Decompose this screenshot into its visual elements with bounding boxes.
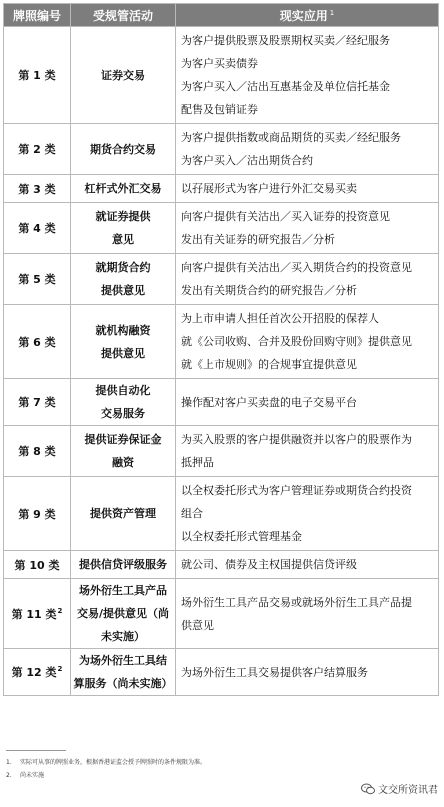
- footnote-ref: 2: [57, 665, 63, 674]
- application-text: 场外衍生工具产品交易或就场外衍生工具产品提: [181, 595, 412, 609]
- application-text: 配售及包销证券: [181, 103, 258, 116]
- activity-cell: [71, 203, 176, 254]
- application-cell: [176, 175, 439, 203]
- header-application: 现实应用 $^1$: [176, 4, 439, 27]
- license-number: 第 6 类: [18, 335, 56, 349]
- license-number-cell: [4, 426, 71, 477]
- license-number-cell: [4, 124, 71, 175]
- application-text: 为客户买入／沽出期货合约: [181, 154, 313, 167]
- activity-cell: [71, 254, 176, 305]
- activity-text: 算服务（尚未实施）: [73, 677, 173, 690]
- application-text: 就公司、债券及主权国提供信贷评级: [181, 558, 357, 571]
- application-cell: [176, 379, 439, 426]
- license-number-cell: [4, 649, 71, 696]
- footnote-ref: 1: [329, 8, 335, 17]
- license-number-cell: [4, 305, 71, 379]
- activity-text: 就证券提供: [95, 210, 151, 223]
- activity-text: 证券交易: [101, 68, 145, 82]
- application-text: 为客户提供股票及股票期权买卖／经纪服务: [181, 34, 390, 47]
- license-number-cell: [4, 27, 71, 124]
- activity-text: 提供自动化: [95, 384, 151, 397]
- application-cell: [176, 254, 439, 305]
- table-row: [4, 254, 439, 305]
- application-text: 以孖展形式为客户进行外汇交易买卖: [181, 182, 357, 195]
- activity-text: 杠杆式外汇交易: [84, 182, 162, 195]
- activity-text: 提供意见: [101, 284, 145, 297]
- activity-cell: [71, 175, 176, 203]
- application-cell: [176, 426, 439, 477]
- license-table: [3, 3, 439, 696]
- application-cell: [176, 305, 439, 379]
- license-number-cell: [4, 203, 71, 254]
- activity-text: 就期货合约: [95, 261, 151, 274]
- license-number: 第 1 类: [18, 69, 56, 82]
- table-row: [4, 379, 439, 426]
- table-row: [4, 27, 439, 124]
- activity-cell: [71, 379, 176, 426]
- activity-cell: [71, 27, 176, 124]
- table-header-row: [4, 4, 439, 27]
- activity-text: 意见: [112, 233, 134, 246]
- application-cell: [176, 649, 439, 696]
- footnote-ref: 2: [57, 606, 63, 615]
- activity-cell: [71, 305, 176, 379]
- activity-cell: [71, 551, 176, 579]
- license-number: 第 10 类: [14, 558, 60, 572]
- table-row: [4, 477, 439, 551]
- application-text: 供意见: [181, 618, 214, 632]
- license-number: 第 11 类: [11, 607, 57, 621]
- watermark-text: 文交所资讯君: [378, 785, 438, 796]
- activity-cell: [71, 579, 176, 649]
- table-row: [4, 579, 439, 649]
- footnote-divider: [6, 750, 66, 751]
- license-number-cell: [4, 379, 71, 426]
- activity-text: 提供意见: [101, 346, 145, 360]
- wechat-icon: [361, 783, 375, 795]
- table-row: [4, 203, 439, 254]
- activity-cell: [71, 477, 176, 551]
- application-text: 为客户买卖债券: [181, 57, 258, 70]
- application-text: 就《上市规则》的合规事宜提供意见: [181, 358, 357, 371]
- activity-text: 提供资产管理: [90, 507, 156, 520]
- activity-text: 交易服务: [101, 407, 145, 420]
- application-text: 以全权委托形式管理基金: [181, 530, 302, 543]
- license-number: 第 3 类: [18, 182, 56, 196]
- activity-cell: [71, 426, 176, 477]
- license-number: 第 5 类: [18, 273, 56, 286]
- activity-text: 提供信贷评级服务: [79, 558, 167, 571]
- license-number: 第 8 类: [18, 445, 56, 458]
- application-text: 操作配对客户买卖盘的电子交易平台: [181, 395, 357, 409]
- activity-cell: [71, 649, 176, 696]
- application-cell: [176, 27, 439, 124]
- license-number: 第 12 类: [11, 666, 57, 679]
- application-cell: [176, 124, 439, 175]
- activity-cell: [71, 124, 176, 175]
- application-text: 向客户提供有关沽出／买入期货合约的投资意见: [181, 261, 412, 274]
- table-row: [4, 305, 439, 379]
- activity-text: 融资: [112, 456, 134, 469]
- application-text: 为上市申请人担任首次公开招股的保荐人: [181, 312, 379, 325]
- application-text: 组合: [181, 507, 203, 520]
- footnote-2: 2. 尚未实施: [6, 772, 45, 779]
- application-text: 为场外衍生工具交易提供客户结算服务: [181, 665, 368, 679]
- license-number-cell: [4, 175, 71, 203]
- application-cell: [176, 477, 439, 551]
- watermark: [361, 781, 438, 796]
- application-text: 向客户提供有关沽出／买入证券的投资意见: [181, 210, 390, 223]
- activity-text: 交易/提供意见（尚: [76, 607, 170, 620]
- application-cell: [176, 203, 439, 254]
- license-number-cell: [4, 477, 71, 551]
- license-number: 第 4 类: [18, 222, 56, 235]
- header-regulated-activity: 受规管活动: [71, 4, 176, 27]
- license-number-cell: [4, 254, 71, 305]
- license-number-cell: [4, 579, 71, 649]
- license-number-cell: [4, 551, 71, 579]
- activity-text: 未实施）: [101, 630, 145, 643]
- application-text: 为客户买入／沽出互惠基金及单位信托基金: [181, 80, 390, 93]
- application-text: 发出有关证券的研究报告／分析: [181, 233, 335, 246]
- activity-text: 场外衍生工具产品: [79, 584, 167, 597]
- license-number: 第 9 类: [18, 507, 56, 521]
- license-number: 第 7 类: [18, 396, 56, 409]
- activity-text: 就机构融资: [95, 323, 151, 337]
- table-row: [4, 649, 439, 696]
- table-row: [4, 175, 439, 203]
- activity-text: 为场外衍生工具结: [79, 654, 167, 667]
- activity-text: 期货合约交易: [90, 142, 156, 156]
- application-cell: [176, 579, 439, 649]
- application-text: 为买入股票的客户提供融资并以客户的股票作为: [181, 433, 412, 446]
- application-text: 抵押品: [181, 456, 214, 469]
- table-row: [4, 551, 439, 579]
- application-text: 发出有关期货合约的研究报告／分析: [181, 284, 357, 297]
- table-row: [4, 426, 439, 477]
- header-license-number: 牌照编号: [4, 4, 71, 27]
- activity-text: 提供证券保证金: [84, 433, 162, 446]
- application-text: 以全权委托形式为客户管理证券或期货合约投资: [181, 484, 412, 497]
- license-number: 第 2 类: [18, 143, 56, 156]
- application-cell: [176, 551, 439, 579]
- footnote-1: 1. 实际可从事的牌照业务，根据香港证监会授予牌照时的条件规限为准。: [6, 759, 207, 766]
- application-text: 就《公司收购、合并及股份回购守则》提供意见: [181, 335, 412, 348]
- table-row: [4, 124, 439, 175]
- application-text: 为客户提供指数或商品期货的买卖／经纪服务: [181, 131, 401, 144]
